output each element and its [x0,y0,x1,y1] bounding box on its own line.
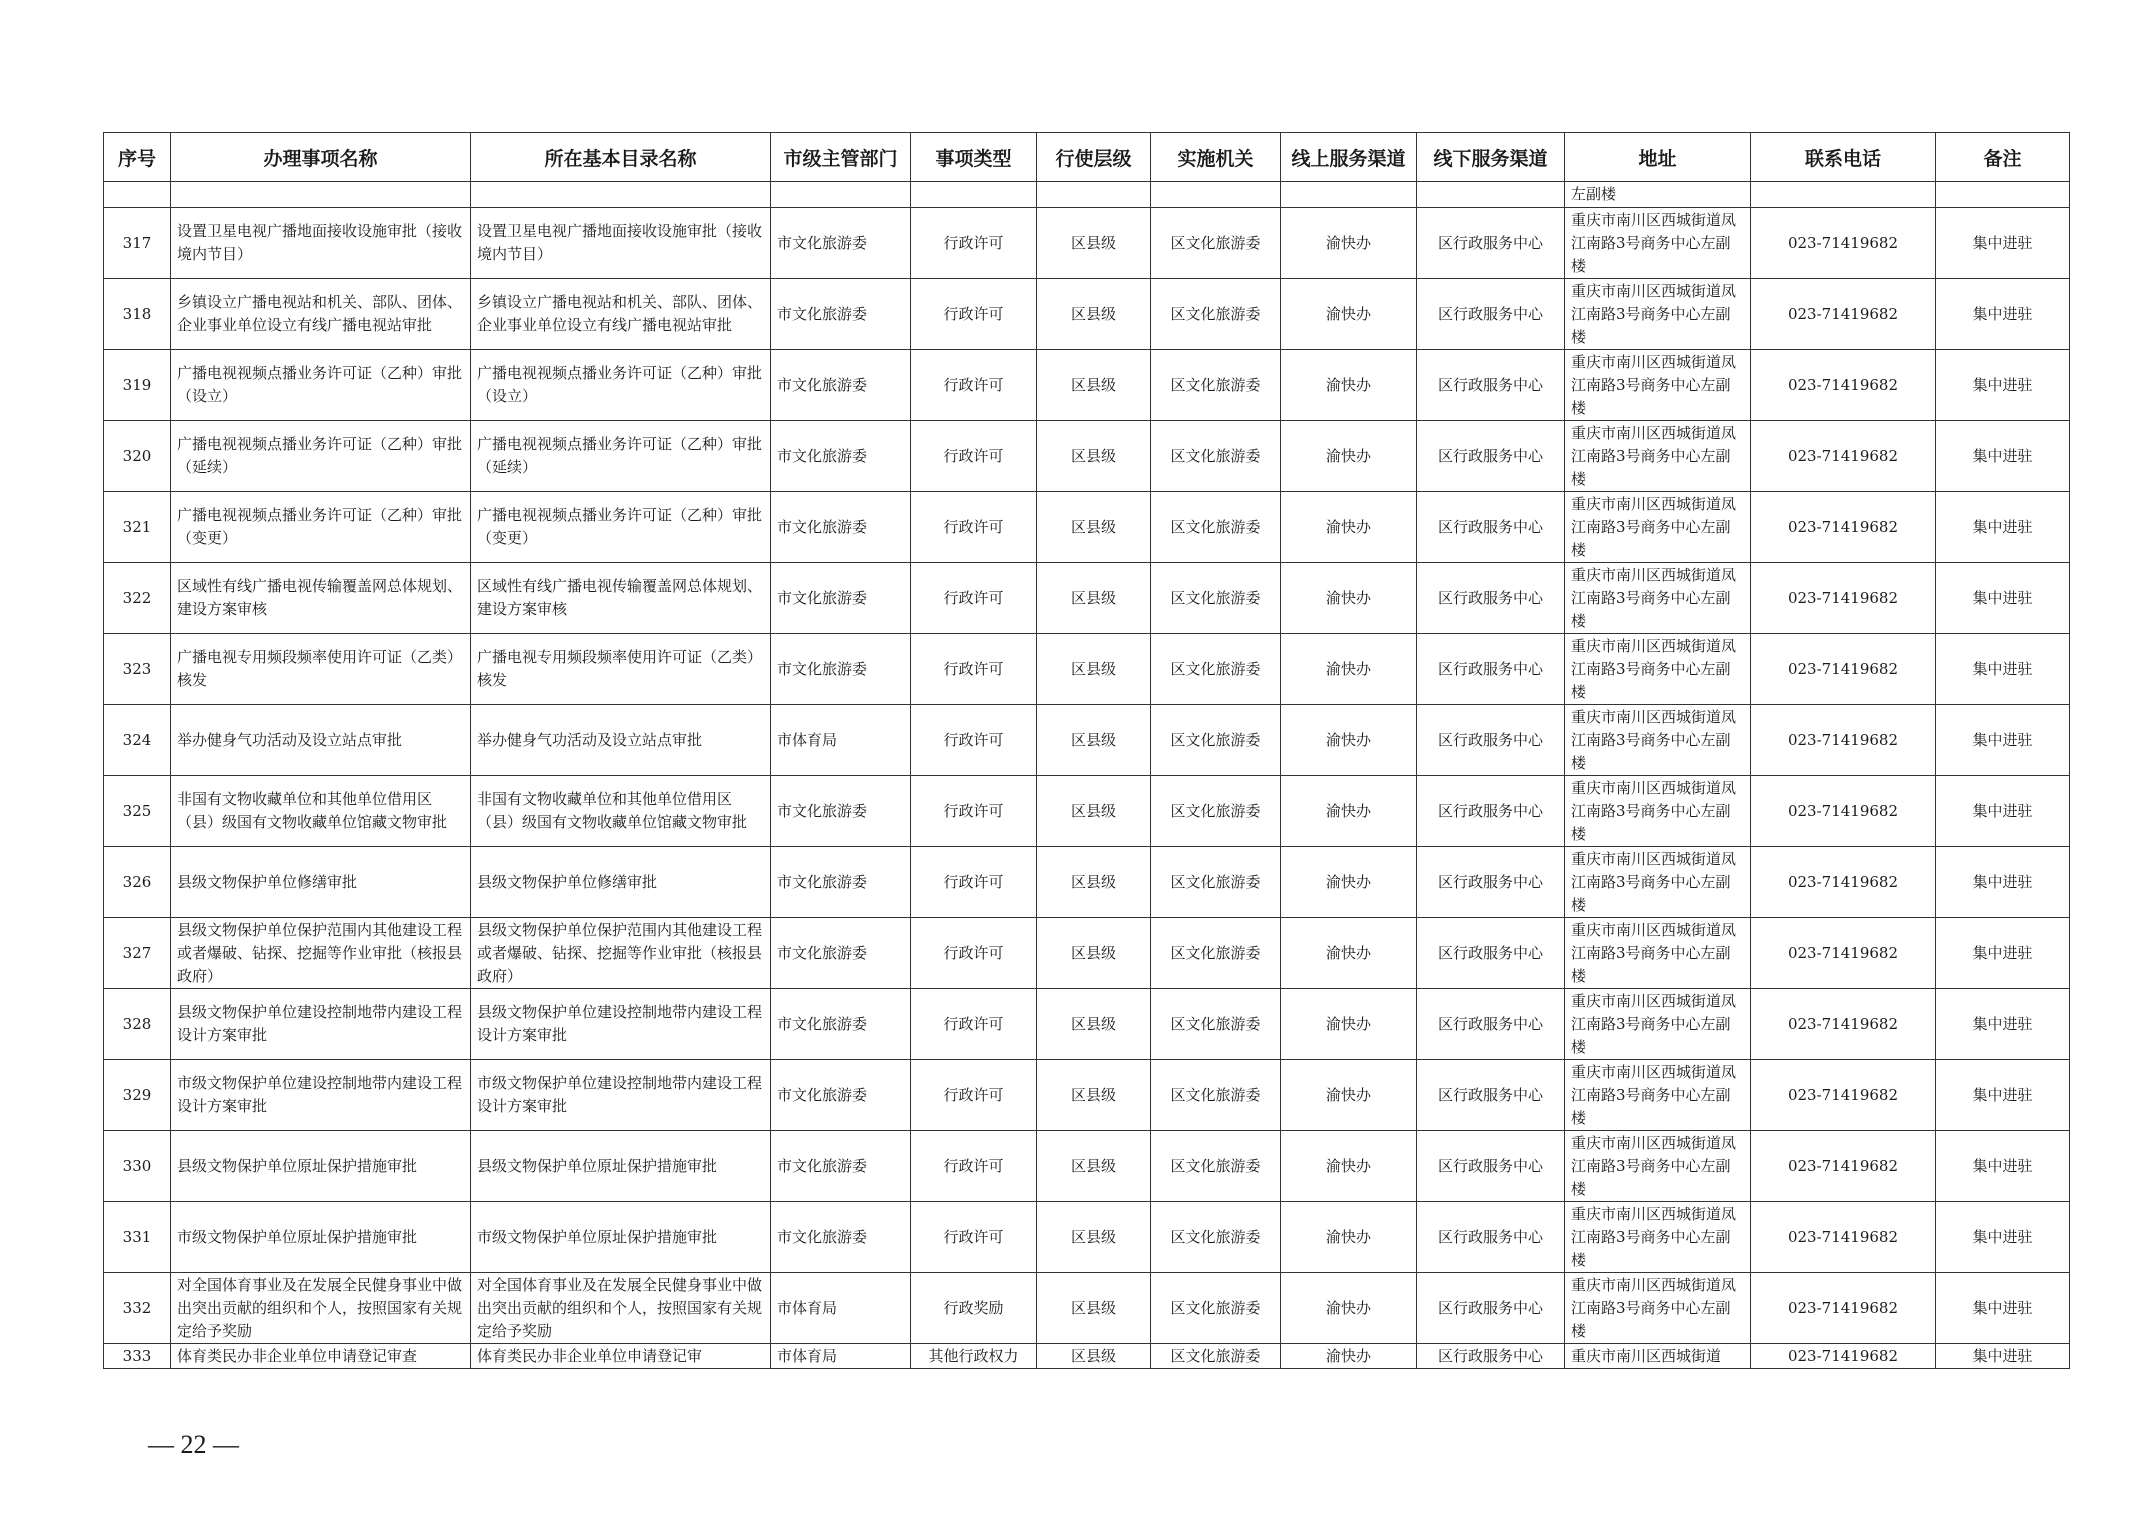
level-cell: 区县级 [1037,350,1151,421]
city-dept-cell: 市文化旅游委 [771,847,911,918]
offline-channel-cell: 区行政服务中心 [1417,563,1565,634]
empty-cell [104,182,171,208]
table-row [104,563,2070,634]
online-channel-cell: 渝快办 [1281,279,1417,350]
table-row [104,279,2070,350]
agency-cell: 区文化旅游委 [1151,918,1281,989]
item-type-cell: 其他行政权力 [911,1344,1037,1369]
empty-cell [471,182,771,208]
item-name-cell: 广播电视专用频段频率使用许可证（乙类）核发 [171,634,471,705]
level-cell: 区县级 [1037,279,1151,350]
city-dept-cell: 市文化旅游委 [771,350,911,421]
city-dept-cell: 市文化旅游委 [771,279,911,350]
table-row [104,1202,2070,1273]
table-header-row [104,133,2070,182]
item-type-cell: 行政许可 [911,350,1037,421]
address-cell: 重庆市南川区西城街道凤江南路3号商务中心左副楼 [1565,776,1751,847]
table-row [104,421,2070,492]
offline-channel-cell: 区行政服务中心 [1417,1273,1565,1344]
header-level: 行使层级 [1037,133,1151,182]
offline-channel-cell: 区行政服务中心 [1417,918,1565,989]
online-channel-cell: 渝快办 [1281,989,1417,1060]
agency-cell: 区文化旅游委 [1151,634,1281,705]
table-row [104,847,2070,918]
offline-channel-cell: 区行政服务中心 [1417,847,1565,918]
offline-channel-cell: 区行政服务中心 [1417,634,1565,705]
phone-cell: 023-71419682 [1751,776,1936,847]
offline-channel-cell: 区行政服务中心 [1417,350,1565,421]
phone-cell: 023-71419682 [1751,563,1936,634]
item-name-cell: 非国有文物收藏单位和其他单位借用区（县）级国有文物收藏单位馆藏文物审批 [171,776,471,847]
agency-cell: 区文化旅游委 [1151,1060,1281,1131]
online-channel-cell: 渝快办 [1281,421,1417,492]
header-online-channel: 线上服务渠道 [1281,133,1417,182]
item-type-cell: 行政许可 [911,705,1037,776]
table-row [104,208,2070,279]
address-cell: 重庆市南川区西城街道凤江南路3号商务中心左副楼 [1565,279,1751,350]
table-row [104,776,2070,847]
header-no: 序号 [104,133,171,182]
header-catalog-name: 所在基本目录名称 [471,133,771,182]
address-cell: 重庆市南川区西城街道凤江南路3号商务中心左副楼 [1565,1202,1751,1273]
phone-cell: 023-71419682 [1751,989,1936,1060]
level-cell: 区县级 [1037,705,1151,776]
item-name-cell: 县级文物保护单位原址保护措施审批 [171,1131,471,1202]
header-city-dept: 市级主管部门 [771,133,911,182]
note-cell: 集中进驻 [1936,1344,2070,1369]
table-row [104,989,2070,1060]
level-cell: 区县级 [1037,989,1151,1060]
empty-cell [1417,182,1565,208]
online-channel-cell: 渝快办 [1281,492,1417,563]
row-number-cell: 331 [104,1202,171,1273]
catalog-name-cell: 县级文物保护单位建设控制地带内建设工程设计方案审批 [471,989,771,1060]
phone-cell: 023-71419682 [1751,492,1936,563]
catalog-name-cell: 市级文物保护单位建设控制地带内建设工程设计方案审批 [471,1060,771,1131]
level-cell: 区县级 [1037,1060,1151,1131]
phone-cell: 023-71419682 [1751,705,1936,776]
row-number-cell: 325 [104,776,171,847]
city-dept-cell: 市体育局 [771,1273,911,1344]
item-name-cell: 体育类民办非企业单位申请登记审查 [171,1344,471,1369]
address-cell: 重庆市南川区西城街道凤江南路3号商务中心左副楼 [1565,208,1751,279]
online-channel-cell: 渝快办 [1281,776,1417,847]
address-cell: 重庆市南川区西城街道 [1565,1344,1751,1369]
city-dept-cell: 市文化旅游委 [771,1202,911,1273]
phone-cell: 023-71419682 [1751,634,1936,705]
level-cell: 区县级 [1037,918,1151,989]
catalog-name-cell: 对全国体育事业及在发展全民健身事业中做出突出贡献的组织和个人，按照国家有关规定给予奖励 [471,1273,771,1344]
item-name-cell: 对全国体育事业及在发展全民健身事业中做出突出贡献的组织和个人，按照国家有关规定给予奖励 [171,1273,471,1344]
note-cell: 集中进驻 [1936,847,2070,918]
row-number-cell: 327 [104,918,171,989]
empty-cell [771,182,911,208]
catalog-name-cell: 乡镇设立广播电视站和机关、部队、团体、企业事业单位设立有线广播电视站审批 [471,279,771,350]
agency-cell: 区文化旅游委 [1151,705,1281,776]
catalog-name-cell: 区域性有线广播电视传输覆盖网总体规划、建设方案审核 [471,563,771,634]
empty-cell [911,182,1037,208]
address-cell: 重庆市南川区西城街道凤江南路3号商务中心左副楼 [1565,847,1751,918]
row-number-cell: 333 [104,1344,171,1369]
address-cell: 重庆市南川区西城街道凤江南路3号商务中心左副楼 [1565,1273,1751,1344]
header-offline-channel: 线下服务渠道 [1417,133,1565,182]
agency-cell: 区文化旅游委 [1151,776,1281,847]
address-cell: 重庆市南川区西城街道凤江南路3号商务中心左副楼 [1565,1131,1751,1202]
online-channel-cell: 渝快办 [1281,1273,1417,1344]
agency-cell: 区文化旅游委 [1151,350,1281,421]
header-address: 地址 [1565,133,1751,182]
catalog-name-cell: 广播电视专用频段频率使用许可证（乙类）核发 [471,634,771,705]
row-number-cell: 317 [104,208,171,279]
carry-over-address: 左副楼 [1565,182,1751,208]
city-dept-cell: 市文化旅游委 [771,1131,911,1202]
level-cell: 区县级 [1037,1202,1151,1273]
online-channel-cell: 渝快办 [1281,1060,1417,1131]
phone-cell: 023-71419682 [1751,421,1936,492]
item-type-cell: 行政许可 [911,1060,1037,1131]
table-row [104,918,2070,989]
address-cell: 重庆市南川区西城街道凤江南路3号商务中心左副楼 [1565,918,1751,989]
level-cell: 区县级 [1037,421,1151,492]
note-cell: 集中进驻 [1936,1202,2070,1273]
header-item-name: 办理事项名称 [171,133,471,182]
item-name-cell: 市级文物保护单位建设控制地带内建设工程设计方案审批 [171,1060,471,1131]
city-dept-cell: 市文化旅游委 [771,1060,911,1131]
agency-cell: 区文化旅游委 [1151,421,1281,492]
note-cell: 集中进驻 [1936,1060,2070,1131]
item-name-cell: 县级文物保护单位保护范围内其他建设工程或者爆破、钻探、挖掘等作业审批（核报县政府） [171,918,471,989]
page-number: — 22 — [148,1430,239,1459]
catalog-name-cell: 举办健身气功活动及设立站点审批 [471,705,771,776]
online-channel-cell: 渝快办 [1281,563,1417,634]
level-cell: 区县级 [1037,1344,1151,1369]
header-item-type: 事项类型 [911,133,1037,182]
item-type-cell: 行政许可 [911,634,1037,705]
empty-cell [1151,182,1281,208]
agency-cell: 区文化旅游委 [1151,208,1281,279]
phone-cell: 023-71419682 [1751,350,1936,421]
online-channel-cell: 渝快办 [1281,634,1417,705]
note-cell: 集中进驻 [1936,350,2070,421]
offline-channel-cell: 区行政服务中心 [1417,705,1565,776]
item-name-cell: 广播电视视频点播业务许可证（乙种）审批（变更） [171,492,471,563]
item-type-cell: 行政许可 [911,989,1037,1060]
carry-over-row [104,182,2070,208]
agency-cell: 区文化旅游委 [1151,1202,1281,1273]
item-name-cell: 设置卫星电视广播地面接收设施审批（接收境内节目） [171,208,471,279]
address-cell: 重庆市南川区西城街道凤江南路3号商务中心左副楼 [1565,705,1751,776]
service-items-table [103,132,2070,1369]
empty-cell [1037,182,1151,208]
note-cell: 集中进驻 [1936,563,2070,634]
item-type-cell: 行政许可 [911,847,1037,918]
city-dept-cell: 市体育局 [771,705,911,776]
phone-cell: 023-71419682 [1751,847,1936,918]
note-cell: 集中进驻 [1936,279,2070,350]
agency-cell: 区文化旅游委 [1151,1131,1281,1202]
level-cell: 区县级 [1037,492,1151,563]
offline-channel-cell: 区行政服务中心 [1417,989,1565,1060]
address-cell: 重庆市南川区西城街道凤江南路3号商务中心左副楼 [1565,989,1751,1060]
level-cell: 区县级 [1037,563,1151,634]
empty-cell [1281,182,1417,208]
agency-cell: 区文化旅游委 [1151,279,1281,350]
city-dept-cell: 市文化旅游委 [771,989,911,1060]
phone-cell: 023-71419682 [1751,1273,1936,1344]
agency-cell: 区文化旅游委 [1151,1344,1281,1369]
item-type-cell: 行政许可 [911,1202,1037,1273]
catalog-name-cell: 非国有文物收藏单位和其他单位借用区（县）级国有文物收藏单位馆藏文物审批 [471,776,771,847]
level-cell: 区县级 [1037,1273,1151,1344]
row-number-cell: 323 [104,634,171,705]
note-cell: 集中进驻 [1936,634,2070,705]
city-dept-cell: 市文化旅游委 [771,208,911,279]
agency-cell: 区文化旅游委 [1151,563,1281,634]
offline-channel-cell: 区行政服务中心 [1417,1060,1565,1131]
header-note: 备注 [1936,133,2070,182]
item-name-cell: 广播电视视频点播业务许可证（乙种）审批（延续） [171,421,471,492]
item-name-cell: 市级文物保护单位原址保护措施审批 [171,1202,471,1273]
item-name-cell: 区域性有线广播电视传输覆盖网总体规划、建设方案审核 [171,563,471,634]
phone-cell: 023-71419682 [1751,918,1936,989]
catalog-name-cell: 设置卫星电视广播地面接收设施审批（接收境内节目） [471,208,771,279]
item-type-cell: 行政许可 [911,563,1037,634]
note-cell: 集中进驻 [1936,421,2070,492]
address-cell: 重庆市南川区西城街道凤江南路3号商务中心左副楼 [1565,1060,1751,1131]
address-cell: 重庆市南川区西城街道凤江南路3号商务中心左副楼 [1565,563,1751,634]
level-cell: 区县级 [1037,776,1151,847]
header-agency: 实施机关 [1151,133,1281,182]
note-cell: 集中进驻 [1936,1131,2070,1202]
city-dept-cell: 市文化旅游委 [771,492,911,563]
row-number-cell: 319 [104,350,171,421]
table-row [104,492,2070,563]
catalog-name-cell: 县级文物保护单位原址保护措施审批 [471,1131,771,1202]
online-channel-cell: 渝快办 [1281,1344,1417,1369]
city-dept-cell: 市文化旅游委 [771,918,911,989]
agency-cell: 区文化旅游委 [1151,1273,1281,1344]
phone-cell: 023-71419682 [1751,1344,1936,1369]
item-type-cell: 行政许可 [911,776,1037,847]
row-number-cell: 321 [104,492,171,563]
level-cell: 区县级 [1037,847,1151,918]
city-dept-cell: 市文化旅游委 [771,776,911,847]
note-cell: 集中进驻 [1936,492,2070,563]
city-dept-cell: 市文化旅游委 [771,563,911,634]
offline-channel-cell: 区行政服务中心 [1417,1131,1565,1202]
item-type-cell: 行政许可 [911,208,1037,279]
online-channel-cell: 渝快办 [1281,705,1417,776]
row-number-cell: 330 [104,1131,171,1202]
phone-cell: 023-71419682 [1751,1060,1936,1131]
item-type-cell: 行政奖励 [911,1273,1037,1344]
offline-channel-cell: 区行政服务中心 [1417,279,1565,350]
table-row [104,1273,2070,1344]
item-type-cell: 行政许可 [911,279,1037,350]
row-number-cell: 324 [104,705,171,776]
online-channel-cell: 渝快办 [1281,350,1417,421]
online-channel-cell: 渝快办 [1281,847,1417,918]
city-dept-cell: 市文化旅游委 [771,421,911,492]
note-cell: 集中进驻 [1936,918,2070,989]
item-type-cell: 行政许可 [911,1131,1037,1202]
item-type-cell: 行政许可 [911,421,1037,492]
online-channel-cell: 渝快办 [1281,918,1417,989]
catalog-name-cell: 广播电视视频点播业务许可证（乙种）审批（延续） [471,421,771,492]
empty-cell [1751,182,1936,208]
table-row [104,1131,2070,1202]
row-number-cell: 328 [104,989,171,1060]
note-cell: 集中进驻 [1936,776,2070,847]
item-name-cell: 广播电视视频点播业务许可证（乙种）审批（设立） [171,350,471,421]
empty-cell [1936,182,2070,208]
phone-cell: 023-71419682 [1751,208,1936,279]
online-channel-cell: 渝快办 [1281,1131,1417,1202]
agency-cell: 区文化旅游委 [1151,989,1281,1060]
note-cell: 集中进驻 [1936,208,2070,279]
address-cell: 重庆市南川区西城街道凤江南路3号商务中心左副楼 [1565,634,1751,705]
note-cell: 集中进驻 [1936,705,2070,776]
row-number-cell: 322 [104,563,171,634]
agency-cell: 区文化旅游委 [1151,492,1281,563]
note-cell: 集中进驻 [1936,989,2070,1060]
offline-channel-cell: 区行政服务中心 [1417,1344,1565,1369]
item-type-cell: 行政许可 [911,918,1037,989]
row-number-cell: 318 [104,279,171,350]
catalog-name-cell: 广播电视视频点播业务许可证（乙种）审批（变更） [471,492,771,563]
level-cell: 区县级 [1037,1131,1151,1202]
offline-channel-cell: 区行政服务中心 [1417,208,1565,279]
phone-cell: 023-71419682 [1751,1131,1936,1202]
address-cell: 重庆市南川区西城街道凤江南路3号商务中心左副楼 [1565,492,1751,563]
online-channel-cell: 渝快办 [1281,208,1417,279]
offline-channel-cell: 区行政服务中心 [1417,492,1565,563]
item-name-cell: 县级文物保护单位修缮审批 [171,847,471,918]
item-name-cell: 举办健身气功活动及设立站点审批 [171,705,471,776]
city-dept-cell: 市体育局 [771,1344,911,1369]
catalog-name-cell: 县级文物保护单位保护范围内其他建设工程或者爆破、钻探、挖掘等作业审批（核报县政府） [471,918,771,989]
level-cell: 区县级 [1037,634,1151,705]
agency-cell: 区文化旅游委 [1151,847,1281,918]
offline-channel-cell: 区行政服务中心 [1417,776,1565,847]
catalog-name-cell: 市级文物保护单位原址保护措施审批 [471,1202,771,1273]
offline-channel-cell: 区行政服务中心 [1417,1202,1565,1273]
note-cell: 集中进驻 [1936,1273,2070,1344]
catalog-name-cell: 广播电视视频点播业务许可证（乙种）审批（设立） [471,350,771,421]
item-name-cell: 乡镇设立广播电视站和机关、部队、团体、企业事业单位设立有线广播电视站审批 [171,279,471,350]
catalog-name-cell: 县级文物保护单位修缮审批 [471,847,771,918]
row-number-cell: 320 [104,421,171,492]
catalog-name-cell: 体育类民办非企业单位申请登记审 [471,1344,771,1369]
table-row [104,350,2070,421]
item-name-cell: 县级文物保护单位建设控制地带内建设工程设计方案审批 [171,989,471,1060]
city-dept-cell: 市文化旅游委 [771,634,911,705]
row-number-cell: 332 [104,1273,171,1344]
address-cell: 重庆市南川区西城街道凤江南路3号商务中心左副楼 [1565,350,1751,421]
row-number-cell: 326 [104,847,171,918]
table-row [104,705,2070,776]
header-phone: 联系电话 [1751,133,1936,182]
online-channel-cell: 渝快办 [1281,1202,1417,1273]
phone-cell: 023-71419682 [1751,1202,1936,1273]
item-type-cell: 行政许可 [911,492,1037,563]
address-cell: 重庆市南川区西城街道凤江南路3号商务中心左副楼 [1565,421,1751,492]
table-row [104,1060,2070,1131]
table-row [104,1344,2070,1369]
phone-cell: 023-71419682 [1751,279,1936,350]
row-number-cell: 329 [104,1060,171,1131]
level-cell: 区县级 [1037,208,1151,279]
empty-cell [171,182,471,208]
offline-channel-cell: 区行政服务中心 [1417,421,1565,492]
table-row [104,634,2070,705]
